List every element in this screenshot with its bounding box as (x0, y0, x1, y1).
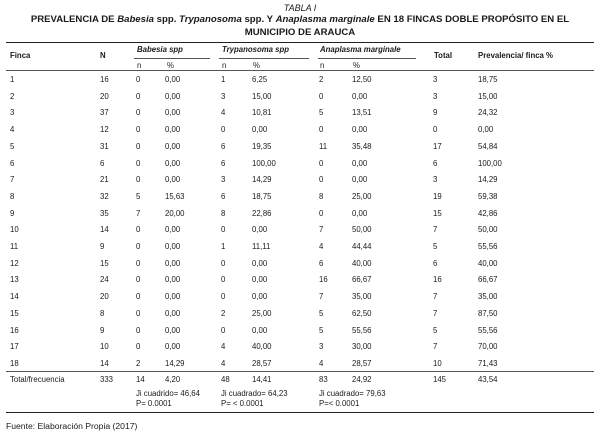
table-cell-b-p: 0,00 (165, 308, 181, 318)
table-cell-a-p: 44,44 (352, 242, 372, 251)
table-cell-t-n: 4 (221, 342, 226, 352)
table-cell-prev: 55,56 (478, 242, 498, 251)
table-cell-t-n: 3 (221, 175, 226, 185)
table-cell-a-n: 0 (319, 208, 324, 218)
table-cell-t-p: 15,00 (252, 91, 272, 101)
table-cell-a-n: 7 (319, 225, 324, 235)
table-cell-t-p: 0,00 (252, 292, 268, 302)
table-cell-t-p: 18,75 (252, 191, 272, 201)
table-cell-a-p: 28,57 (352, 358, 372, 368)
table-cell-b-p: 20,00 (165, 208, 185, 218)
table-cell-n: 32 (100, 191, 109, 201)
table-cell-a-p: 35,00 (352, 292, 372, 302)
table-cell-a-p: 55,56 (352, 325, 372, 335)
table-cell-total: 7 (433, 292, 438, 302)
table-cell-a-p: 66,67 (352, 275, 372, 285)
table-cell-total: 7 (433, 342, 438, 352)
table-cell-total: 7 (433, 225, 438, 235)
table-cell-a-n: 0 (319, 158, 324, 168)
table-cell-a-p: 13,51 (352, 108, 372, 118)
table-cell-total: 3 (433, 175, 438, 185)
table-cell-t-n: 6 (221, 158, 226, 168)
total-trypanosoma-pct: 14,41 (252, 375, 272, 384)
table-cell-finca: 4 (10, 125, 15, 135)
table-cell-b-p: 0,00 (165, 108, 181, 118)
table-cell-a-n: 5 (319, 325, 324, 335)
header-anaplasma: Anaplasma marginale (320, 45, 401, 54)
table-cell-prev: 54,84 (478, 141, 498, 151)
title-text: PREVALENCIA DE (30, 14, 118, 25)
table-cell-prev: 87,50 (478, 308, 498, 318)
table-cell-finca: 7 (10, 175, 15, 185)
table-cell-b-p: 0,00 (165, 242, 181, 251)
table-cell-finca: 6 (10, 158, 15, 168)
table-cell-a-n: 5 (319, 108, 324, 118)
source-note: Fuente: Elaboración Propia (2017) (6, 421, 138, 431)
table-cell-total: 3 (433, 91, 438, 101)
table-cell-finca: 3 (10, 108, 15, 118)
table-cell-total: 15 (433, 208, 442, 218)
table-cell-prev: 42,86 (478, 208, 498, 218)
table-cell-n: 14 (100, 225, 109, 235)
total-anaplasma-pct: 24,92 (352, 375, 372, 384)
table-cell-b-n: 0 (136, 75, 141, 84)
title-anaplasma: Anaplasma marginale (275, 14, 375, 25)
table-cell-t-n: 6 (221, 141, 226, 151)
header-n: N (100, 51, 106, 60)
total-total: 145 (433, 375, 447, 384)
table-cell-n: 16 (100, 75, 109, 84)
table-cell-total: 17 (433, 141, 442, 151)
table-cell-a-n: 11 (319, 141, 328, 151)
table-cell-t-p: 0,00 (252, 258, 268, 268)
table-cell-prev: 35,00 (478, 292, 498, 302)
table-cell-t-n: 1 (221, 75, 226, 84)
table-cell-a-n: 5 (319, 308, 324, 318)
subheader-pct: % (167, 61, 174, 70)
table-cell-t-n: 8 (221, 208, 226, 218)
table-cell-b-p: 0,00 (165, 225, 181, 235)
table-cell-b-n: 0 (136, 91, 141, 101)
title-line2: MUNICIPIO DE ARAUCA (244, 26, 356, 38)
table-cell-b-p: 0,00 (165, 292, 181, 302)
table-cell-a-p: 0,00 (352, 91, 368, 101)
babesia-chi-square: Ji cuadrido= 46,64 (136, 389, 200, 398)
table-cell-b-p: 0,00 (165, 258, 181, 268)
table-cell-t-n: 0 (221, 125, 226, 135)
table-cell-finca: 12 (10, 258, 19, 268)
table-cell-b-n: 0 (136, 258, 141, 268)
table-cell-b-n: 0 (136, 158, 141, 168)
table-cell-b-p: 0,00 (165, 91, 181, 101)
table-cell-t-p: 25,00 (252, 308, 272, 318)
table-cell-b-p: 0,00 (165, 342, 181, 352)
anaplasma-p-value: P=< 0.0001 (319, 399, 360, 408)
table-cell-t-n: 4 (221, 108, 226, 118)
table-cell-t-n: 6 (221, 191, 226, 201)
table-top-rule (6, 42, 594, 43)
table-cell-t-n: 0 (221, 325, 226, 335)
table-cell-prev: 18,75 (478, 75, 498, 84)
table-cell-a-p: 0,00 (352, 175, 368, 185)
table-cell-t-p: 0,00 (252, 125, 268, 135)
table-cell-b-n: 0 (136, 175, 141, 185)
table-cell-total: 6 (433, 258, 438, 268)
table-cell-a-p: 0,00 (352, 158, 368, 168)
table-cell-n: 8 (100, 308, 105, 318)
table-cell-n: 20 (100, 292, 109, 302)
total-label: Total/frecuencia (10, 375, 65, 384)
table-cell-finca: 11 (10, 242, 19, 251)
table-cell-a-n: 8 (319, 191, 324, 201)
table-cell-t-p: 11,11 (252, 242, 271, 251)
table-cell-prev: 24,32 (478, 108, 498, 118)
anaplasma-chi-square: Ji cuadrado= 79,63 (319, 389, 386, 398)
table-cell-t-n: 1 (221, 242, 226, 251)
table-cell-prev: 14,29 (478, 175, 498, 185)
table-cell-finca: 14 (10, 292, 19, 302)
subheader-n: n (320, 61, 325, 70)
table-cell-finca: 1 (10, 75, 15, 84)
table-cell-n: 21 (100, 175, 109, 185)
table-cell-a-p: 12,50 (352, 75, 372, 84)
table-cell-t-n: 0 (221, 275, 226, 285)
table-cell-finca: 17 (10, 342, 19, 352)
babesia-p-value: P= 0.0001 (136, 399, 172, 408)
table-cell-b-n: 7 (136, 208, 141, 218)
table-cell-finca: 18 (10, 358, 19, 368)
table-cell-b-p: 0,00 (165, 141, 181, 151)
table-cell-prev: 50,00 (478, 225, 498, 235)
table-cell-n: 15 (100, 258, 109, 268)
table-cell-t-n: 3 (221, 91, 226, 101)
table-cell-n: 14 (100, 358, 109, 368)
table-cell-t-p: 0,00 (252, 225, 268, 235)
table-cell-prev: 66,67 (478, 275, 498, 285)
table-cell-total: 5 (433, 325, 438, 335)
table-cell-prev: 70,00 (478, 342, 498, 352)
header-trypanosoma: Trypanosoma spp (222, 45, 290, 54)
table-cell-t-p: 28,57 (252, 358, 272, 368)
table-title (0, 14, 600, 39)
table-cell-finca: 2 (10, 91, 15, 101)
table-cell-n: 12 (100, 125, 109, 135)
table-cell-total: 6 (433, 158, 438, 168)
table-cell-b-n: 0 (136, 275, 141, 285)
table-cell-n: 24 (100, 275, 109, 285)
table-cell-n: 9 (100, 242, 105, 251)
table-cell-a-n: 0 (319, 125, 324, 135)
trypanosoma-underline (219, 58, 309, 59)
title-trypanosoma: Trypanosoma (179, 14, 242, 25)
table-cell-b-p: 0,00 (165, 175, 181, 185)
table-cell-prev: 59,38 (478, 191, 498, 201)
title-text: spp. (153, 14, 180, 25)
table-cell-a-n: 16 (319, 275, 328, 285)
table-cell-total: 5 (433, 242, 438, 251)
table-cell-prev: 100,00 (478, 158, 502, 168)
table-cell-t-n: 0 (221, 225, 226, 235)
table-cell-a-n: 0 (319, 175, 324, 185)
table-cell-t-n: 0 (221, 258, 226, 268)
table-cell-b-p: 0,00 (165, 275, 181, 285)
table-cell-n: 35 (100, 208, 109, 218)
table-cell-prev: 40,00 (478, 258, 498, 268)
table-cell-prev: 71,43 (478, 358, 498, 368)
table-cell-total: 19 (433, 191, 442, 201)
table-cell-b-n: 0 (136, 308, 141, 318)
table-cell-b-n: 0 (136, 125, 141, 135)
trypanosoma-chi-square: Ji cuadrado= 64,23 (221, 389, 288, 398)
table-cell-total: 3 (433, 75, 438, 84)
table-cell-total: 9 (433, 108, 438, 118)
table-cell-total: 0 (433, 125, 438, 135)
total-babesia-pct: 4,20 (165, 375, 181, 384)
table-cell-total: 7 (433, 308, 438, 318)
table-cell-prev: 55,56 (478, 325, 498, 335)
table-cell-prev: 0,00 (478, 125, 494, 135)
table-cell-a-n: 7 (319, 292, 324, 302)
title-text: spp. Y (241, 14, 276, 25)
table-caption-label: TABLA I (283, 3, 317, 13)
table-cell-total: 16 (433, 275, 442, 285)
table-cell-a-n: 3 (319, 342, 324, 352)
table-cell-b-n: 0 (136, 242, 141, 251)
table-cell-a-p: 62,50 (352, 308, 372, 318)
table-cell-a-n: 4 (319, 358, 324, 368)
table-cell-a-p: 0,00 (352, 208, 368, 218)
table-cell-finca: 9 (10, 208, 15, 218)
table-cell-a-n: 2 (319, 75, 324, 84)
header-bottom-rule (6, 70, 594, 71)
table-cell-a-p: 50,00 (352, 225, 372, 235)
table-cell-t-p: 0,00 (252, 275, 268, 285)
table-cell-b-n: 0 (136, 141, 141, 151)
table-cell-b-n: 0 (136, 108, 141, 118)
table-cell-n: 10 (100, 342, 109, 352)
table-cell-b-n: 0 (136, 292, 141, 302)
table-cell-b-n: 5 (136, 191, 141, 201)
table-cell-t-p: 10,81 (252, 108, 272, 118)
table-cell-t-p: 19,35 (252, 141, 272, 151)
anaplasma-underline (318, 58, 416, 59)
table-cell-t-p: 14,29 (252, 175, 272, 185)
subheader-n: n (222, 61, 227, 70)
table-cell-b-p: 0,00 (165, 325, 181, 335)
table-cell-t-p: 40,00 (252, 342, 272, 352)
table-bottom-rule (6, 412, 594, 413)
table-cell-t-p: 22,86 (252, 208, 272, 218)
table-cell-n: 6 (100, 158, 105, 168)
babesia-underline (134, 58, 210, 59)
total-trypanosoma-n: 48 (221, 375, 230, 384)
table-cell-b-n: 2 (136, 358, 141, 368)
table-cell-a-n: 0 (319, 91, 324, 101)
header-prevalencia: Prevalencia/ finca % (478, 51, 553, 60)
subheader-pct: % (253, 61, 260, 70)
table-cell-total: 10 (433, 358, 442, 368)
table-cell-a-n: 6 (319, 258, 324, 268)
table-cell-a-p: 25,00 (352, 191, 372, 201)
table-cell-n: 37 (100, 108, 109, 118)
header-total: Total (434, 51, 453, 60)
table-cell-t-p: 6,25 (252, 75, 268, 84)
table-cell-b-p: 0,00 (165, 158, 181, 168)
table-cell-finca: 16 (10, 325, 19, 335)
total-prevalencia: 43,54 (478, 375, 498, 384)
table-cell-finca: 10 (10, 225, 19, 235)
title-text: EN 18 FINCAS DOBLE PROPÓSITO EN EL (374, 14, 570, 25)
subheader-n: n (137, 61, 142, 70)
table-cell-a-p: 35,48 (352, 141, 372, 151)
table-cell-finca: 5 (10, 141, 15, 151)
title-babesia: Babesia (117, 14, 154, 25)
total-top-rule (6, 371, 594, 372)
subheader-pct: % (353, 61, 360, 70)
table-cell-t-n: 0 (221, 292, 226, 302)
table-cell-b-n: 0 (136, 225, 141, 235)
table-cell-b-p: 0,00 (165, 125, 181, 135)
table-cell-n: 20 (100, 91, 109, 101)
total-anaplasma-n: 83 (319, 375, 328, 384)
header-finca: Finca (10, 51, 31, 60)
table-cell-b-n: 0 (136, 342, 141, 352)
table-cell-a-n: 4 (319, 242, 324, 251)
total-babesia-n: 14 (136, 375, 145, 384)
table-cell-a-p: 40,00 (352, 258, 372, 268)
table-cell-b-p: 0,00 (165, 75, 181, 84)
table-cell-a-p: 30,00 (352, 342, 372, 352)
table-cell-t-p: 100,00 (252, 158, 276, 168)
table-cell-n: 31 (100, 141, 109, 151)
table-cell-n: 9 (100, 325, 105, 335)
trypanosoma-p-value: P= < 0.0001 (221, 399, 264, 408)
table-cell-t-n: 4 (221, 358, 226, 368)
table-cell-b-p: 14,29 (165, 358, 185, 368)
header-babesia: Babesia spp (137, 45, 183, 54)
table-cell-a-p: 0,00 (352, 125, 368, 135)
table-cell-prev: 15,00 (478, 91, 498, 101)
table-cell-finca: 15 (10, 308, 19, 318)
table-cell-b-n: 0 (136, 325, 141, 335)
table-cell-b-p: 15,63 (165, 191, 185, 201)
table-cell-finca: 13 (10, 275, 19, 285)
table-cell-t-n: 2 (221, 308, 226, 318)
total-n: 333 (100, 375, 114, 384)
table-cell-finca: 8 (10, 191, 15, 201)
table-cell-t-p: 0,00 (252, 325, 268, 335)
